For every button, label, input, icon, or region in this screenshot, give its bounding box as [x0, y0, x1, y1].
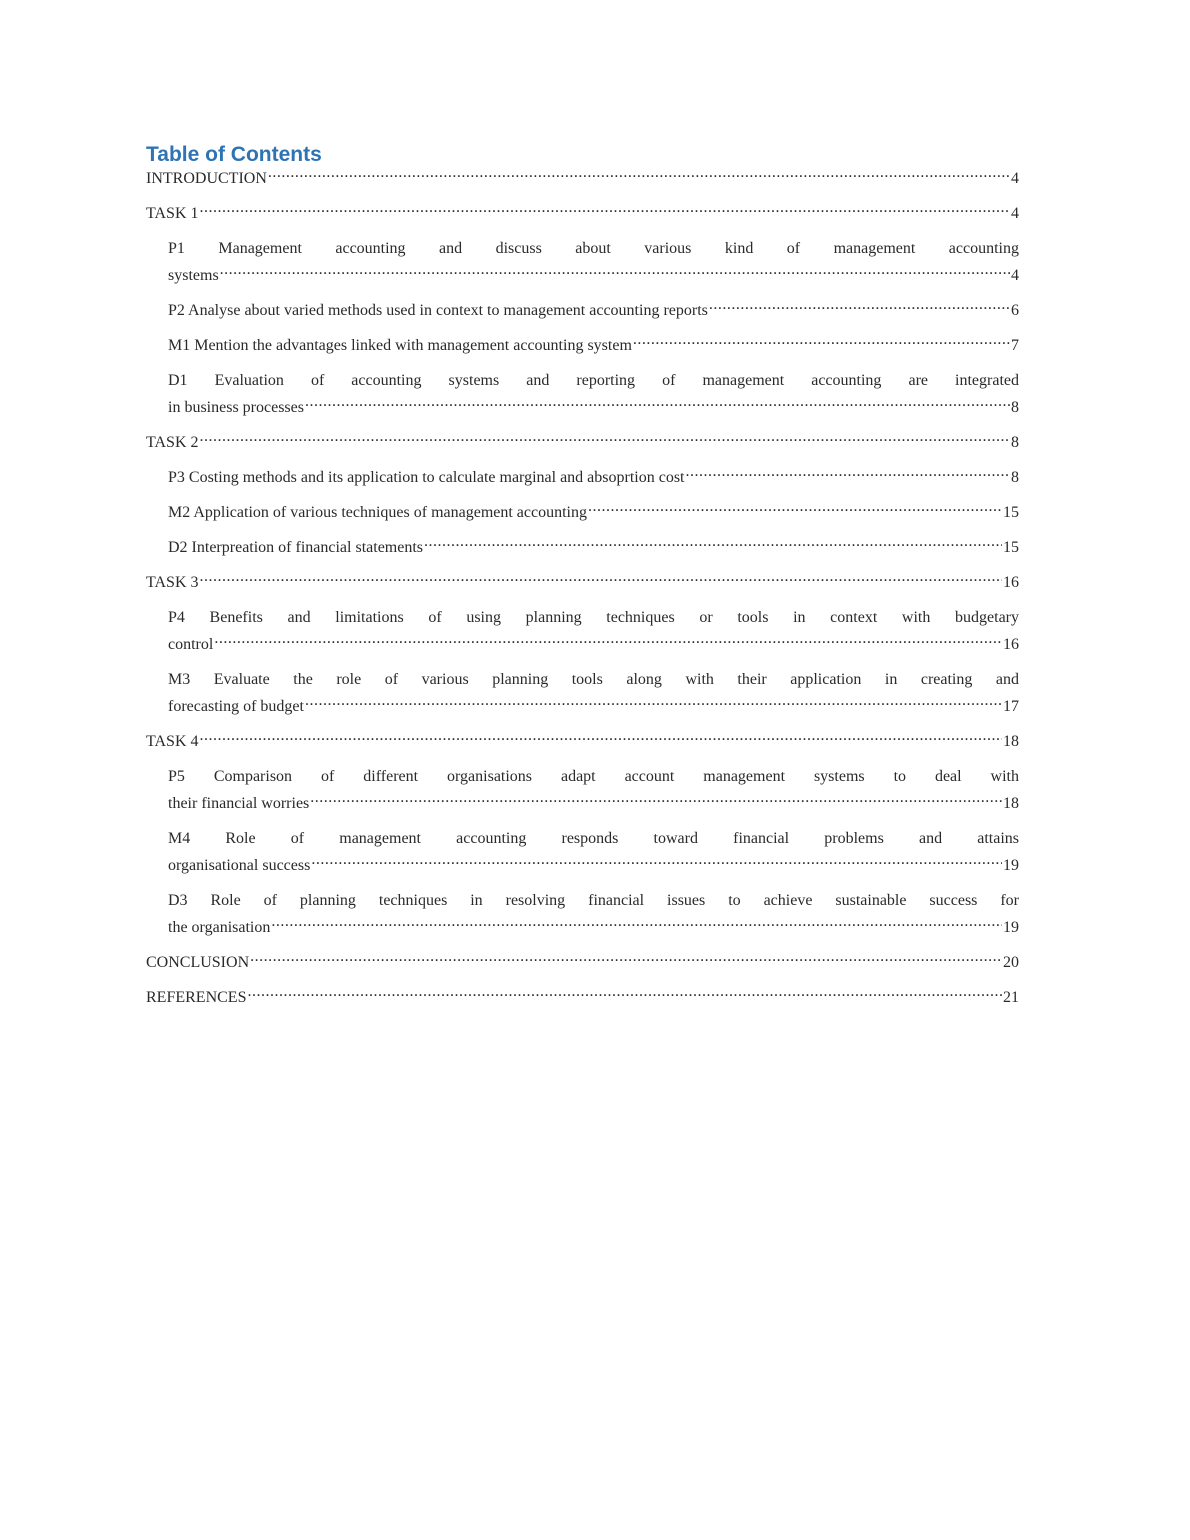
toc-entry-page-number: 16	[1003, 636, 1019, 653]
dot-leader	[305, 695, 1002, 711]
toc-entry-label: control	[168, 636, 214, 653]
toc-title: Table of Contents	[146, 143, 322, 166]
toc-entry[interactable]	[146, 499, 1019, 526]
toc-entry-label: their financial worries	[168, 795, 310, 812]
dot-leader	[247, 986, 1002, 1002]
dot-leader	[588, 501, 1002, 517]
dot-leader	[709, 299, 1010, 315]
toc-entry-page-number: 16	[1003, 574, 1019, 591]
toc-entry[interactable]	[146, 235, 1019, 289]
toc-list	[146, 165, 1019, 1011]
toc-entry[interactable]	[146, 165, 1019, 192]
dot-leader	[200, 202, 1011, 218]
toc-entry-label: REFERENCES	[146, 989, 247, 1006]
toc-entry-label-line1: P4 Benefits and limitations of using planning techniques or tools in context with budgetary	[168, 609, 1019, 626]
toc-entry-label: forecasting of budget	[168, 698, 304, 715]
toc-entry-page-number: 17	[1003, 698, 1019, 715]
dot-leader	[214, 633, 1002, 649]
dot-leader	[305, 396, 1010, 412]
toc-entry-label: TASK 4	[146, 733, 199, 750]
toc-entry-label: systems	[168, 267, 219, 284]
toc-entry-label: D2 Interpreation of financial statements	[168, 539, 424, 556]
toc-entry[interactable]	[146, 604, 1019, 658]
toc-entry-label: INTRODUCTION	[146, 170, 267, 187]
toc-entry-page-number: 19	[1003, 857, 1019, 874]
toc-entry-page-number: 15	[1003, 539, 1019, 556]
toc-entry[interactable]	[146, 728, 1019, 755]
toc-entry[interactable]	[146, 887, 1019, 941]
toc-entry-label-line1: M4 Role of management accounting responds toward financial problems and attains	[168, 830, 1019, 847]
toc-entry-page-number: 18	[1003, 795, 1019, 812]
toc-entry-label: TASK 2	[146, 434, 199, 451]
toc-entry-label-line1: P5 Comparison of different organisations adapt account management systems to deal with	[168, 768, 1019, 785]
toc-entry[interactable]	[146, 825, 1019, 879]
dot-leader	[271, 916, 1002, 932]
toc-entry-page-number: 15	[1003, 504, 1019, 521]
toc-entry-page-number: 6	[1011, 302, 1019, 319]
dot-leader	[200, 571, 1003, 587]
dot-leader	[268, 167, 1010, 183]
dot-leader	[686, 466, 1011, 482]
toc-entry[interactable]	[146, 200, 1019, 227]
dot-leader	[250, 951, 1002, 967]
toc-entry[interactable]	[146, 763, 1019, 817]
toc-entry-page-number: 4	[1011, 267, 1019, 284]
toc-entry-label: P3 Costing methods and its application to calculate marginal and absoprtion cost	[168, 469, 685, 486]
toc-entry-page-number: 4	[1011, 205, 1019, 222]
toc-entry[interactable]	[146, 297, 1019, 324]
toc-entry[interactable]	[146, 332, 1019, 359]
toc-entry[interactable]	[146, 534, 1019, 561]
toc-entry-page-number: 20	[1003, 954, 1019, 971]
toc-entry-label: the organisation	[168, 919, 271, 936]
dot-leader	[424, 536, 1002, 552]
dot-leader	[200, 431, 1011, 447]
toc-entry-page-number: 18	[1003, 733, 1019, 750]
toc-entry-label: organisational success	[168, 857, 311, 874]
toc-entry-label: M2 Application of various techniques of management accounting	[168, 504, 587, 521]
toc-entry[interactable]	[146, 429, 1019, 456]
toc-entry-page-number: 8	[1011, 469, 1019, 486]
toc-entry-page-number: 7	[1011, 337, 1019, 354]
dot-leader	[220, 264, 1010, 280]
toc-entry[interactable]	[146, 666, 1019, 720]
toc-entry-label: in business processes	[168, 399, 304, 416]
toc-entry-label: P2 Analyse about varied methods used in context to management accounting reports	[168, 302, 708, 319]
dot-leader	[311, 854, 1002, 870]
toc-entry-page-number: 8	[1011, 434, 1019, 451]
toc-entry-label-line1: D3 Role of planning techniques in resolving financial issues to achieve sustainable success for	[168, 892, 1019, 909]
toc-entry-page-number: 21	[1003, 989, 1019, 1006]
dot-leader	[633, 334, 1010, 350]
toc-entry-label: TASK 3	[146, 574, 199, 591]
toc-entry-label-line1: D1 Evaluation of accounting systems and reporting of management accounting are integrated	[168, 372, 1019, 389]
toc-entry-label-line1: P1 Management accounting and discuss about various kind of management accounting	[168, 240, 1019, 257]
toc-entry-page-number: 8	[1011, 399, 1019, 416]
toc-entry-label: TASK 1	[146, 205, 199, 222]
toc-entry-page-number: 4	[1011, 170, 1019, 187]
toc-entry-label: CONCLUSION	[146, 954, 250, 971]
toc-entry-label-line1: M3 Evaluate the role of various planning tools along with their application in creating and	[168, 671, 1019, 688]
toc-entry-page-number: 19	[1003, 919, 1019, 936]
toc-entry[interactable]	[146, 367, 1019, 421]
table-of-contents	[146, 140, 1019, 1019]
dot-leader	[310, 792, 1002, 808]
toc-entry-label: M1 Mention the advantages linked with management accounting system	[168, 337, 632, 354]
toc-entry[interactable]	[146, 464, 1019, 491]
toc-entry[interactable]	[146, 949, 1019, 976]
toc-entry[interactable]	[146, 984, 1019, 1011]
dot-leader	[200, 730, 1003, 746]
toc-entry[interactable]	[146, 569, 1019, 596]
